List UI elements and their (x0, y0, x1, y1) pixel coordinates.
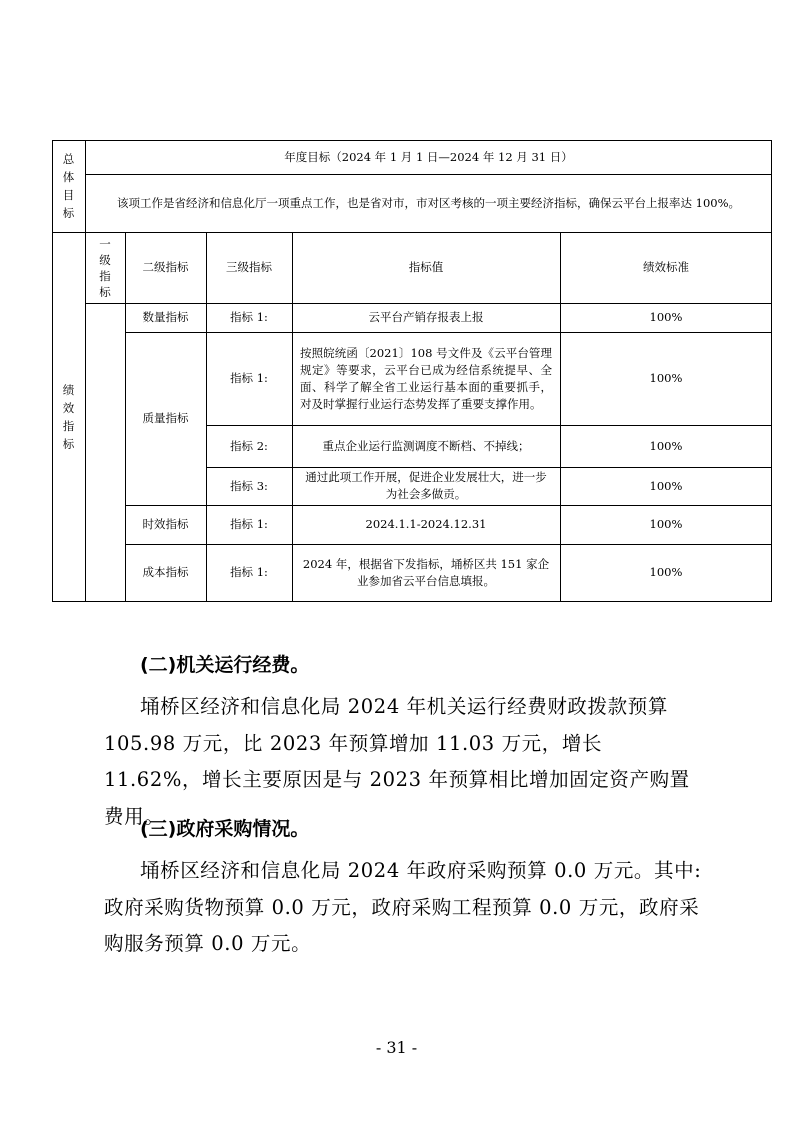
value-cell: 通过此项工作开展，促进企业发展壮大，进一步为社会多做贡。 (305, 470, 547, 501)
level3-cell: 指标 1: (230, 371, 268, 385)
value-cell: 2024 年，根据省下发指标，埇桥区共 151 家企业参加省云平台信息填报。 (302, 556, 550, 588)
level3-cell: 指标 2: (230, 438, 268, 453)
overall-goal-label (52, 140, 85, 232)
table-border-bottom (52, 601, 772, 602)
label-char: 体 (62, 170, 75, 184)
level3-cell: 指标 1: (230, 565, 268, 579)
label-char: 指 (62, 419, 75, 433)
value-cell: 云平台产销存报表上报 (368, 310, 484, 324)
header-char: 一 (99, 236, 111, 251)
level2-quantity: 数量指标 (142, 310, 189, 324)
label-char: 总 (62, 152, 75, 166)
standard-cell: 100% (649, 478, 683, 493)
header-level2: 二级指标 (142, 260, 189, 274)
level3-cell: 指标 1: (230, 517, 268, 531)
level3-cell: 指标 3: (230, 478, 268, 493)
value-cell: 2024.1.1-2024.12.31 (365, 517, 487, 531)
header-value: 指标值 (408, 260, 444, 274)
label-char: 标 (62, 437, 75, 451)
label-char: 效 (62, 401, 75, 415)
level3-cell: 指标 1: (230, 310, 268, 324)
performance-table (52, 140, 772, 602)
standard-cell: 100% (649, 517, 683, 531)
value-cell: 重点企业运行监测调度不断档、不掉线； (322, 438, 530, 453)
header-char: 指 (99, 268, 111, 283)
header-level1 (85, 232, 125, 303)
header-char: 标 (99, 284, 111, 299)
header-level3: 三级指标 (226, 260, 272, 274)
annual-goal-header: 年度目标（2024 年 1 月 1 日—2024 年 12 月 31 日） (284, 149, 573, 164)
level2-cost: 成本指标 (142, 565, 189, 579)
level2-timeliness: 时效指标 (142, 517, 189, 531)
label-char: 标 (62, 206, 75, 220)
standard-cell: 100% (649, 438, 683, 453)
label-char: 目 (62, 188, 75, 202)
standard-cell: 100% (649, 565, 683, 579)
page-number: - 31 - (375, 1038, 418, 1057)
header-standard: 绩效标准 (643, 260, 689, 274)
goal-description: 该项工作是省经济和信息化厅一项重点工作，也是省对市，市对区考核的一项主要经济指标，确保云平台上报率达 100%。 (116, 195, 741, 210)
procurement-paragraph: 埇桥区经济和信息化局 2024 年政府采购预算 0.0 万元。其中:政府采购货物预算 0.0 万元，政府采购工程预算 0.0 万元，政府采购服务预算 0.0 万元。 (104, 859, 702, 955)
performance-label (52, 232, 85, 602)
header-char: 级 (99, 252, 111, 267)
level2-quality: 质量指标 (142, 411, 189, 425)
section-heading-procurement: (三)政府采购情况。 (140, 818, 310, 840)
section-heading-operating-expenses: (二)机关运行经费。 (140, 654, 310, 676)
standard-cell: 100% (649, 310, 683, 324)
operating-expenses-paragraph: 埇桥区经济和信息化局 2024 年机关运行经费财政拨款预算 105.98 万元，比 2023 年预算增加 11.03 万元，增长 11.62%，增长主要原因是与 2023 年预算相比增加固定资产购置费用。 (104, 695, 690, 828)
value-cell: 按照皖统函〔2021〕108 号文件及《云平台管理规定》等要求，云平台已成为经信系统提早、全面、科学了解全省工业运行基本面的重要抓手，对及时掌握行业运行态势发挥了重要支撑作用。 (300, 345, 552, 411)
standard-cell: 100% (649, 371, 683, 385)
label-char: 绩 (62, 383, 75, 397)
